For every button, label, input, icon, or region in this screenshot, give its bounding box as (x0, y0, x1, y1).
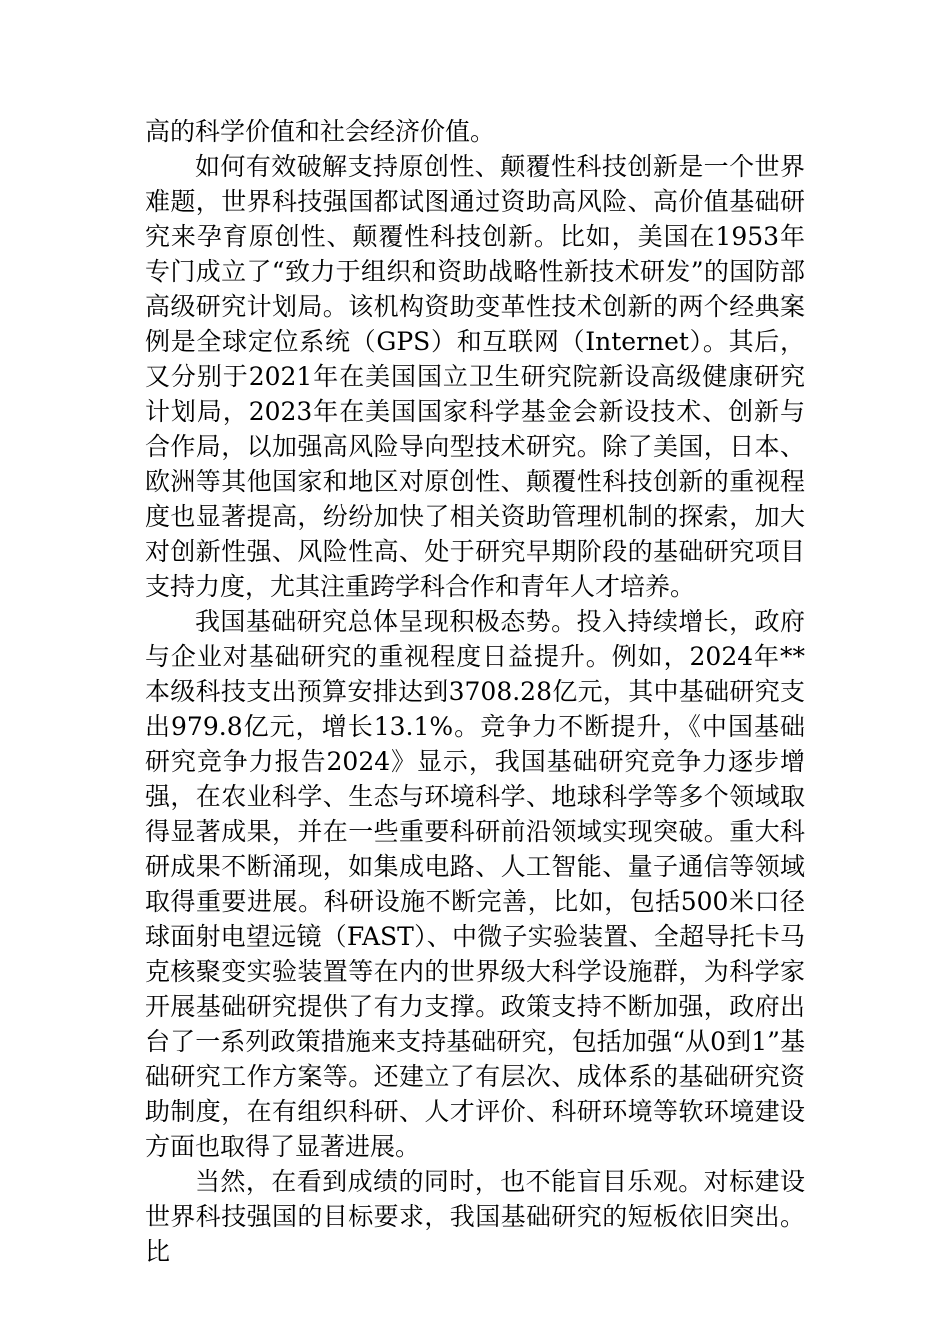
document-body (145, 114, 805, 1269)
paragraph-2: 如何有效破解支持原创性、颠覆性科技创新是一个世界难题，世界科技强国都试图通过资助高风险、高价值基础研究来孕育原创性、颠覆性科技创新。比如，美国在1953年专门成立了“致力于组织和资助战略性新技术研发”的国防部高级研究计划局。该机构资助变革性技术创新的两个经典案例是全球定位系统（GPS）和互联网（Internet）。其后，又分别于2021年在美国国立卫生研究院新设高级健康研究计划局，2023年在美国国家科学基金会新设技术、创新与合作局，以加强高风险导向型技术研究。除了美国，日本、欧洲等其他国家和地区对原创性、颠覆性科技创新的重视程度也显著提高，纷纷加快了相关资助管理机制的探索，加大对创新性强、风险性高、处于研究早期阶段的基础研究项目支持力度，尤其注重跨学科合作和青年人才培养。 (145, 152, 805, 601)
paragraph-3: 我国基础研究总体呈现积极态势。投入持续增长，政府与企业对基础研究的重视程度日益提升。例如，2024年**本级科技支出预算安排达到3708.28亿元，其中基础研究支出979.8亿元，增长13.1%。竞争力不断提升，《中国基础研究竞争力报告2024》显示，我国基础研究竞争力逐步增强，在农业科学、生态与环境科学、地球科学等多个领域取得显著成果，并在一些重要科研前沿领域实现突破。重大科研成果不断涌现，如集成电路、人工智能、量子通信等领域取得重要进展。科研设施不断完善，比如，包括500米口径球面射电望远镜（FAST）、中微子实验装置、全超导托卡马克核聚变实验装置等在内的世界级大科学设施群，为科学家开展基础研究提供了有力支撑。政策支持不断加强，政府出台了一系列政策措施来支持基础研究，包括加强“从0到1”基础研究工作方案等。还建立了有层次、成体系的基础研究资助制度，在有组织科研、人才评价、科研环境等软环境建设方面也取得了显著进展。 (145, 607, 805, 1161)
paragraph-1: 高的科学价值和社会经济价值。 (145, 117, 496, 146)
paragraph-4: 当然，在看到成绩的同时，也不能盲目乐观。对标建设世界科技强国的目标要求，我国基础研究的短板依旧突出。比 (145, 1167, 805, 1266)
